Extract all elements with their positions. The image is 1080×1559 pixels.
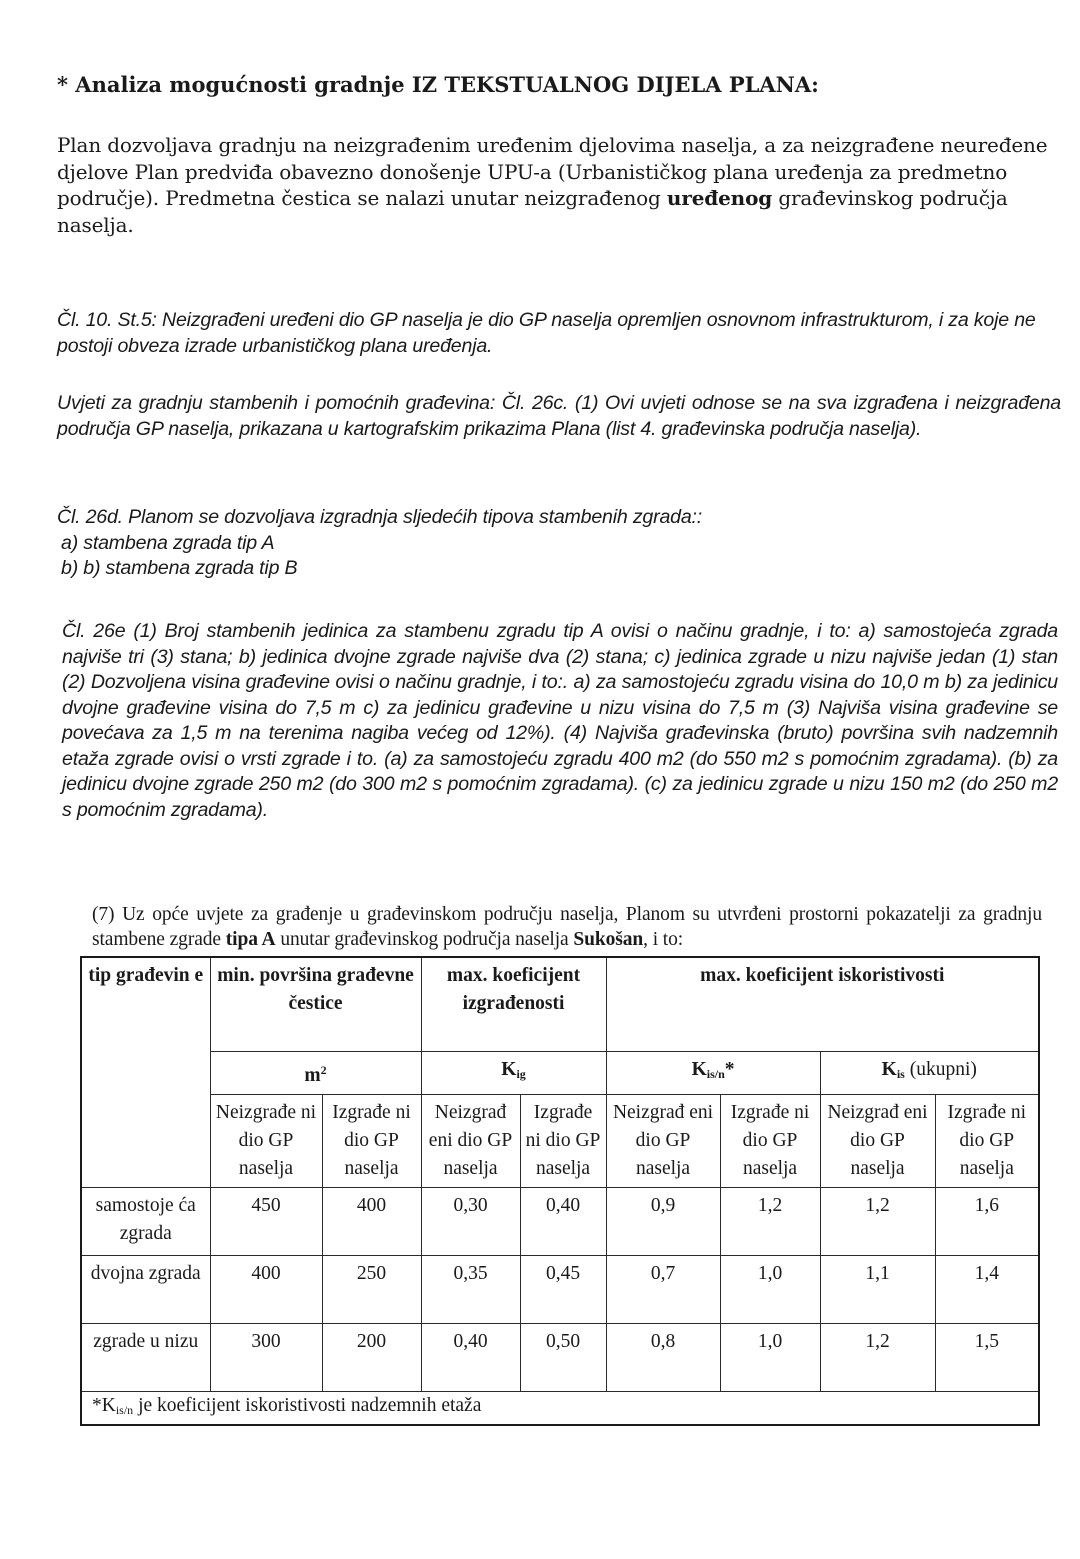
table-row [81,1255,1039,1323]
header-min-povrsina: min. površina građevne čestice [210,957,421,1051]
value-cell: 0,7 [606,1255,720,1323]
unit-kig-sub: ig [516,1066,526,1081]
table-footnote-row [81,1391,1039,1425]
unit-kisn-base: K [691,1058,707,1080]
caption-text-1: (7) Uz opće uvjete za građenje u građevinskom području naselja, Planom su utvrđeni prostorni pokazatelji za gradnju stambene zgrade [92,904,1042,950]
value-cell: 0,40 [421,1323,520,1391]
value-cell: 1,2 [820,1323,935,1391]
value-cell: 1,4 [935,1255,1039,1323]
unit-kig [421,1051,606,1094]
unit-kig-base: K [501,1058,517,1080]
header-tip-gradevine: tip građevin e [81,957,210,1187]
value-cell: 0,9 [606,1187,720,1255]
clanak-10-paragraph: Čl. 10. St.5: Neizgrađeni uređeni dio GP naselja je dio GP naselja opremljen osnovnom infrastrukturom, i za koje ne postoji obveza izrade urbanističkog plana uređenja. [57,309,1036,357]
table-row [81,1187,1039,1255]
value-cell: 0,50 [520,1323,606,1391]
row-label: dvojna zgrada [81,1255,210,1323]
footnote-sub: is/n [115,1402,134,1417]
value-cell: 0,30 [421,1187,520,1255]
unit-m2-base: m [304,1064,321,1086]
subheader-cell: Izgrađe ni dio GP naselja [935,1094,1039,1187]
intro-text-1: Plan dozvoljava gradnju na neizgrađenim uređenim djelovima naselja, a za neizgrađene neuređene djelove Plan predviđa obavezno donošenje UPU-a (Urbanističkog plana uređenja za predmetno područje). Predmetna čestica se nalazi unutar neizgrađenog [57,133,1048,210]
unit-kis-base: K [881,1058,897,1080]
value-cell: 1,1 [820,1255,935,1323]
row-label: samostoje ća zgrada [81,1187,210,1255]
header-max-kig: max. koeficijent izgrađenosti [421,957,606,1051]
table-header-row [81,957,1039,1051]
value-cell: 450 [210,1187,322,1255]
table-subheader-row [81,1094,1039,1187]
value-cell: 300 [210,1323,322,1391]
value-cell: 1,2 [820,1187,935,1255]
value-cell: 0,45 [520,1255,606,1323]
intro-text-2: građevinskog područja naselja. [57,186,1008,237]
caption-bold-tip: tipa A [225,929,276,950]
caption-text-2: unutar građevinskog područja naselja [275,929,574,950]
value-cell: 1,0 [720,1323,820,1391]
row-label: zgrade u nizu [81,1323,210,1391]
subheader-cell: Neizgrađ eni dio GP naselja [421,1094,520,1187]
subheader-cell: Izgrađe ni dio GP naselja [322,1094,421,1187]
table-caption [92,902,1042,952]
unit-kis-sub: is [896,1066,905,1081]
intro-bold-text: uređenog [666,186,773,210]
clanak-26c-paragraph: Uvjeti za gradnju stambenih i pomoćnih građevina: Čl. 26c. (1) Ovi uvjeti odnose se na sva izgrađena i neizgrađena područja GP naselja, prikazana u kartografskim prikazima Plana (list 4. građevinska područja naselja). [57,392,1061,440]
section-heading: * Analiza mogućnosti gradnje IZ TEKSTUALNOG DIJELA PLANA: [57,72,819,97]
unit-m2-sup: 2 [320,1062,327,1077]
value-cell: 250 [322,1255,421,1323]
subheader-cell: Izgrađe ni dio GP naselja [520,1094,606,1187]
subheader-cell: Neizgrađ eni dio GP naselja [820,1094,935,1187]
unit-kis-suffix: (ukupni) [904,1058,977,1080]
value-cell: 1,0 [720,1255,820,1323]
spatial-indicators-table [80,956,1040,1426]
footnote-star: *K [92,1394,116,1416]
clanak-26d-intro: Čl. 26d. Planom se dozvoljava izgradnja sljedećih tipova stambenih zgrada:: [57,506,703,528]
value-cell: 1,5 [935,1323,1039,1391]
footnote-text: je koeficijent iskoristivosti nadzemnih etaža [133,1394,482,1416]
table-block [80,902,1042,1426]
value-cell: 400 [322,1187,421,1255]
value-cell: 0,35 [421,1255,520,1323]
subheader-cell: Neizgrađ eni dio GP naselja [606,1094,720,1187]
unit-kisn-sub: is/n [706,1066,725,1081]
value-cell: 0,40 [520,1187,606,1255]
value-cell: 200 [322,1323,421,1391]
header-max-kis: max. koeficijent iskoristivosti [606,957,1039,1051]
caption-text-3: , i to: [643,929,684,950]
unit-kis [820,1051,1039,1094]
unit-kisn [606,1051,820,1094]
value-cell: 400 [210,1255,322,1323]
clanak-26d-paragraph [57,505,1062,582]
table-row [81,1323,1039,1391]
intro-paragraph [57,132,1067,238]
value-cell: 1,2 [720,1187,820,1255]
unit-m2 [210,1051,421,1094]
subheader-cell: Izgrađe ni dio GP naselja [720,1094,820,1187]
table-footnote [81,1391,1039,1425]
value-cell: 0,8 [606,1323,720,1391]
unit-kisn-star: * [724,1058,735,1080]
subheader-cell: Neizgrađe ni dio GP naselja [210,1094,322,1187]
table-unit-row [81,1051,1039,1094]
value-cell: 1,6 [935,1187,1039,1255]
caption-bold-place: Sukošan [573,929,644,950]
building-type-item: a) stambena zgrada tip A [61,531,275,554]
building-type-item: b) b) stambena zgrada tip B [61,557,298,579]
clanak-26e-paragraph: Čl. 26e (1) Broj stambenih jedinica za stambenu zgradu tip A ovisi o načinu gradnje, i to: a) samostojeća zgrada najviše tri (3) stana; b) jedinica dvojne zgrade najviše dva (2) stana; c) jedinica zgrade u nizu najviše jedan (1) stan (2) Dozvoljena visina građevine ovisi o načinu gradnje, i to:. a) za samostojeću zgradu visina do 10,0 m b) za jedinicu dvojne građevine visina do 7,5 m c) za jedinicu građevine u nizu visina do 7,5 m (3) Najviša visina građevine se povećava za 1,5 m na terenima nagiba većeg od 12%). (4) Najviša građevinska (bruto) površina svih nadzemnih etaža zgrade ovisi o vrsti zgrade i to. (a) za samostojeću zgradu 400 m2 (do 550 m2 s pomoćnim zgradama). (b) za jedinicu dvojne zgrade 250 m2 (do 300 m2 s pomoćnim zgradama). (c) za jedinicu zgrade u nizu 150 m2 (do 250 m2 s pomoćnim zgradama). [62,620,1058,821]
